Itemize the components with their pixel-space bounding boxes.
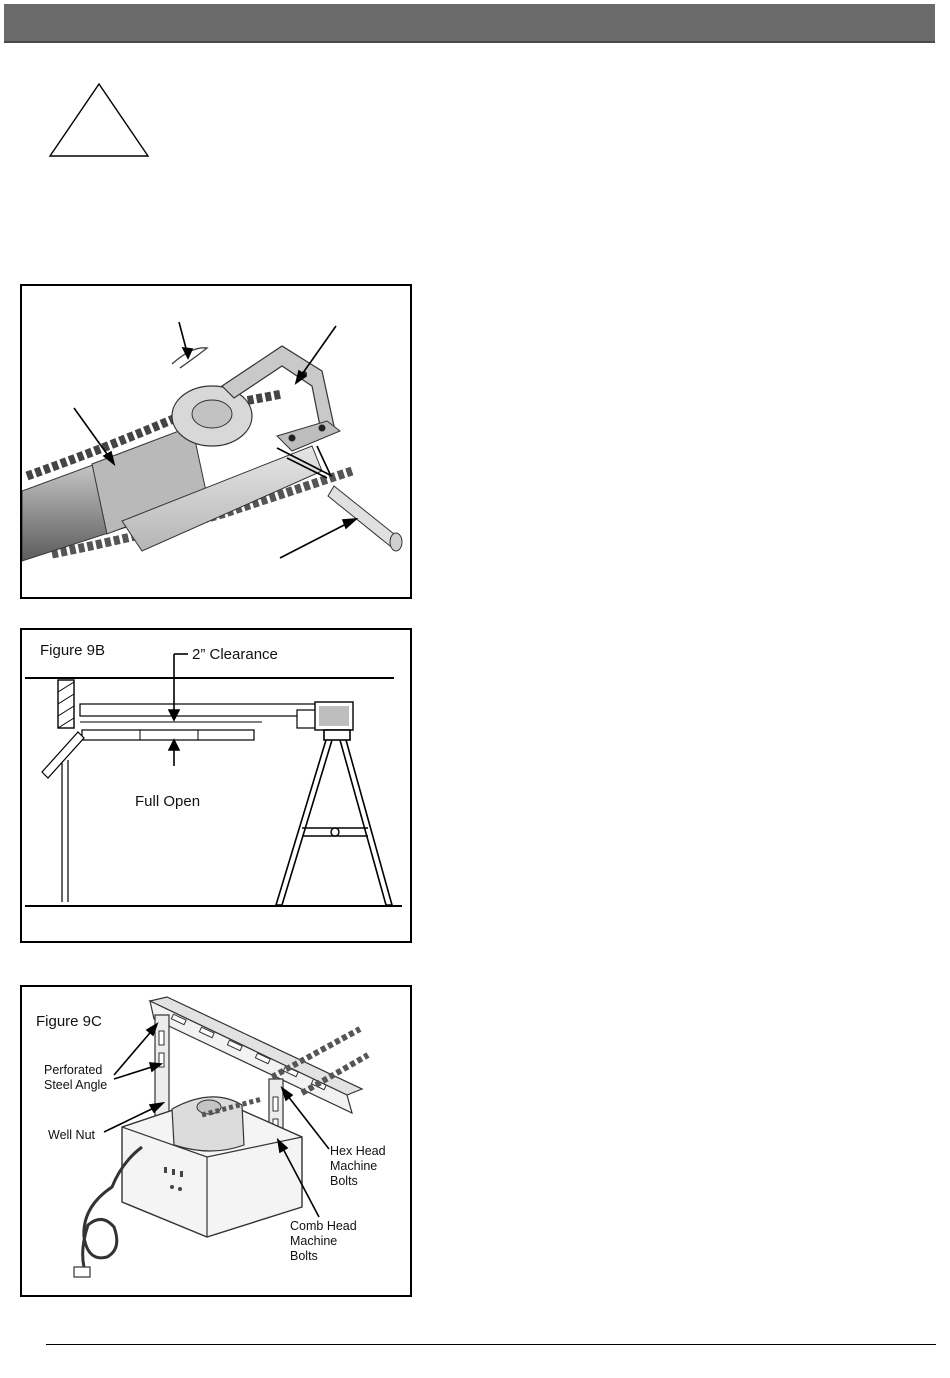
full-open-label: Full Open xyxy=(135,793,201,810)
figure-9c-title: Figure 9C xyxy=(36,1013,102,1030)
perforated-line2: Steel Angle xyxy=(44,1078,108,1092)
figure-9b-title: Figure 9B xyxy=(40,642,106,659)
hex-head-machine-bolts-label xyxy=(330,1144,386,1189)
perforated-steel-angle-label xyxy=(44,1063,107,1093)
comb-line3: Bolts xyxy=(290,1249,318,1263)
hex-line3: Bolts xyxy=(330,1174,358,1188)
header-bar xyxy=(4,4,935,43)
warning-icon xyxy=(48,82,150,158)
figure-9b xyxy=(20,628,412,943)
comb-head-machine-bolts-label xyxy=(290,1219,357,1264)
footer-rule xyxy=(46,1344,936,1345)
comb-line2: Machine xyxy=(290,1234,338,1248)
figure-9c xyxy=(20,985,412,1297)
hex-line2: Machine xyxy=(330,1159,378,1173)
clearance-label: 2” Clearance xyxy=(192,646,278,663)
figure-9a xyxy=(20,284,412,599)
comb-line1: Comb Head xyxy=(290,1219,357,1233)
perforated-line1: Perforated xyxy=(44,1063,103,1077)
figure-9a-illustration xyxy=(22,286,412,599)
well-nut-label: Well Nut xyxy=(48,1128,96,1142)
hex-line1: Hex Head xyxy=(330,1144,386,1158)
figure-9b-illustration xyxy=(22,630,412,943)
